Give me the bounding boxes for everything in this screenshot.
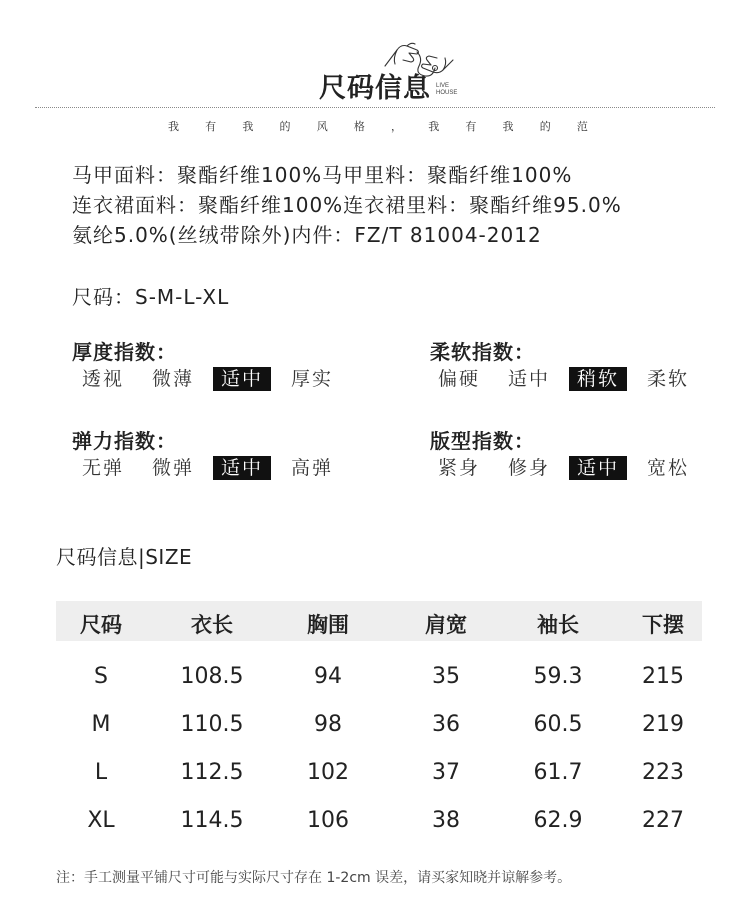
- available-sizes: 尺码：S-M-L-XL: [72, 285, 230, 309]
- column-header: 衣长: [191, 613, 233, 637]
- column-header: 袖长: [537, 613, 579, 637]
- table-cell: S: [94, 664, 108, 689]
- slogan-char: 范: [576, 120, 588, 133]
- index-options: [430, 367, 730, 393]
- index-option: 无弹: [81, 457, 124, 479]
- column-header: 胸围: [307, 613, 349, 637]
- index-option: 透视: [81, 368, 124, 390]
- stretch-index: [72, 425, 372, 482]
- slogan-char: 格: [353, 120, 365, 133]
- brand-line-2: HOUSE: [436, 90, 458, 96]
- table-cell: 38: [432, 808, 460, 833]
- table-cell: 110.5: [180, 712, 244, 737]
- index-option: 微弹: [151, 457, 194, 479]
- table-cell: 37: [432, 760, 460, 785]
- header-divider: [35, 107, 715, 108]
- slogan-char: 有: [205, 120, 217, 133]
- table-row: [0, 712, 750, 742]
- table-cell: 112.5: [180, 760, 244, 785]
- index-option-selected: 适中: [213, 456, 271, 480]
- slogan-char: ，: [391, 120, 403, 133]
- table-cell: 114.5: [180, 808, 244, 833]
- table-cell: M: [91, 712, 111, 737]
- slogan-char: 我: [168, 120, 179, 133]
- table-cell: 62.9: [533, 808, 583, 833]
- index-title: 厚度指数：: [72, 340, 177, 364]
- slogan: [168, 118, 588, 134]
- table-cell: L: [94, 760, 108, 785]
- slogan-char: 的: [279, 120, 291, 133]
- table-cell: 35: [432, 664, 460, 689]
- index-option: 厚实: [290, 368, 333, 390]
- table-cell: 223: [642, 760, 684, 785]
- index-option: 紧身: [437, 457, 480, 479]
- slogan-char: 风: [316, 120, 328, 133]
- slogan-char: 我: [502, 120, 514, 133]
- table-cell: 36: [432, 712, 460, 737]
- slogan-char: 有: [465, 120, 477, 133]
- index-option-selected: 适中: [213, 367, 271, 391]
- thickness-index: [72, 336, 372, 393]
- table-cell: 106: [307, 808, 349, 833]
- table-cell: 94: [314, 664, 342, 689]
- index-options: [430, 456, 730, 482]
- slogan-char: 我: [242, 120, 254, 133]
- table-cell: 108.5: [180, 664, 244, 689]
- hands-logo-icon: [383, 38, 455, 86]
- size-section-title: 尺码信息|SIZE: [56, 545, 193, 569]
- table-cell: 227: [642, 808, 684, 833]
- index-option: 适中: [507, 368, 550, 390]
- page-title: 尺码信息: [319, 73, 431, 104]
- table-cell: XL: [87, 808, 115, 833]
- table-row: [0, 808, 750, 838]
- index-option: 偏硬: [437, 368, 480, 390]
- softness-index: [430, 336, 730, 393]
- index-option: 修身: [507, 457, 550, 479]
- material-line: 马甲面料：聚酯纤维100%马甲里料：聚酯纤维100%: [72, 163, 573, 187]
- index-option: 宽松: [646, 457, 689, 479]
- index-option: 高弹: [290, 457, 333, 479]
- table-cell: 59.3: [533, 664, 583, 689]
- table-cell: 102: [307, 760, 349, 785]
- index-title: 版型指数：: [430, 429, 535, 453]
- column-header: 肩宽: [425, 613, 467, 637]
- table-cell: 60.5: [533, 712, 583, 737]
- table-cell: 215: [642, 664, 684, 689]
- index-title: 柔软指数：: [430, 340, 535, 364]
- slogan-char: 我: [428, 120, 440, 133]
- brand-mark: [436, 83, 457, 97]
- table-row: [0, 664, 750, 694]
- slogan-char: 的: [539, 120, 551, 133]
- column-header: 下摆: [642, 613, 684, 637]
- table-row: [0, 760, 750, 790]
- fit-index: [430, 425, 730, 482]
- index-option: 微薄: [151, 368, 194, 390]
- column-header: 尺码: [80, 613, 122, 637]
- index-options: [72, 456, 372, 482]
- material-line: 连衣裙面料：聚酯纤维100%连衣裙里料：聚酯纤维95.0%: [72, 193, 622, 217]
- index-option: 柔软: [646, 368, 689, 390]
- index-title: 弹力指数：: [72, 429, 177, 453]
- index-option-selected: 稍软: [569, 367, 627, 391]
- index-option-selected: 适中: [569, 456, 627, 480]
- table-cell: 219: [642, 712, 684, 737]
- material-line: 氨纶5.0%(丝绒带除外)内件：FZ/T 81004-2012: [72, 223, 542, 247]
- table-cell: 98: [314, 712, 342, 737]
- measurement-note: 注：手工测量平铺尺寸可能与实际尺寸存在 1-2cm 误差，请买家知晓并谅解参考。: [56, 870, 572, 886]
- table-cell: 61.7: [533, 760, 583, 785]
- brand-line-1: LIVE: [436, 83, 450, 89]
- index-options: [72, 367, 372, 393]
- table-header: [56, 601, 702, 641]
- material-info: [72, 160, 622, 250]
